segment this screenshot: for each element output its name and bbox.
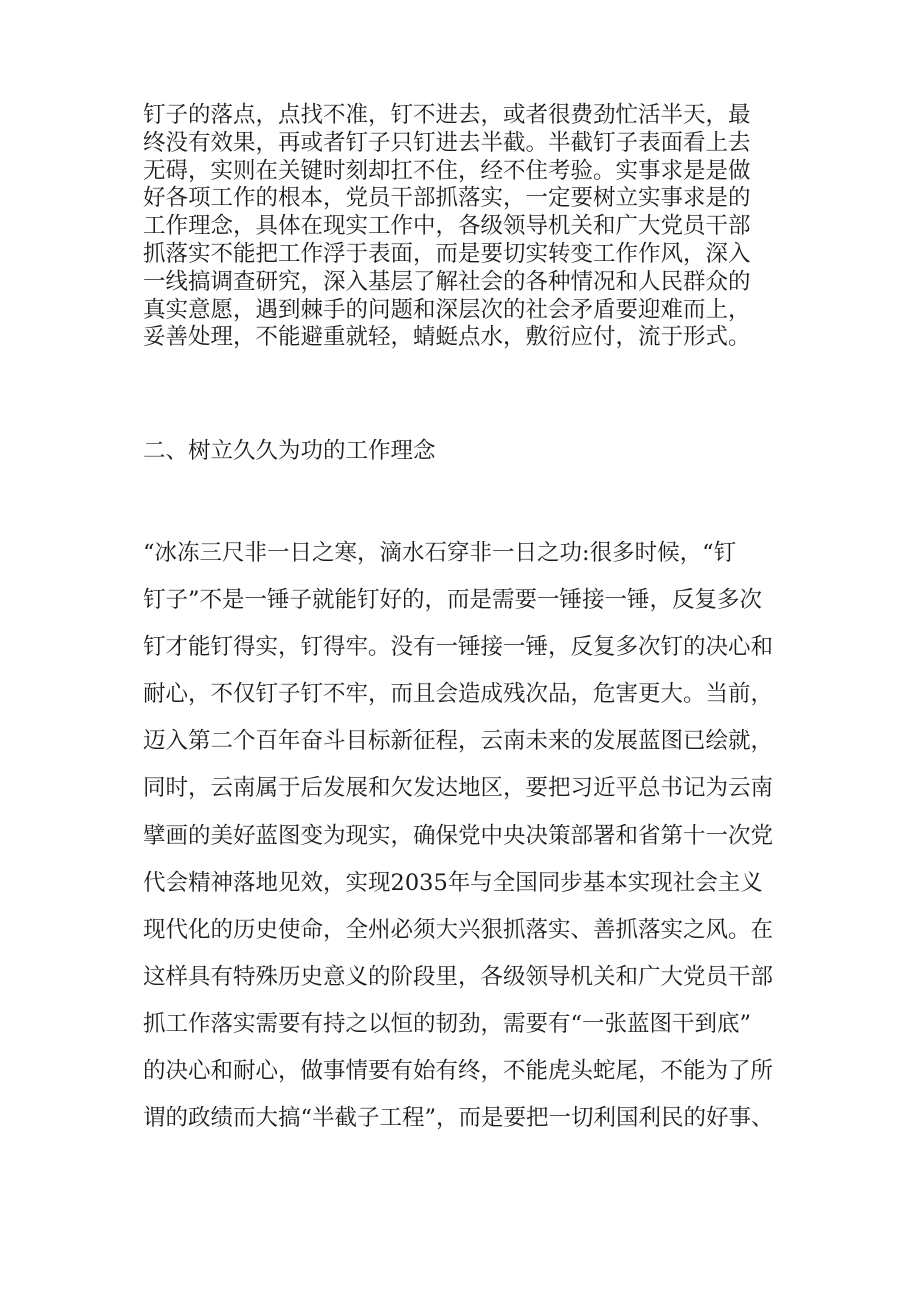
paragraph-1-line: 钉子的落点，点找不准，钉不进去，或者很费劲忙活半天，最 <box>143 102 751 128</box>
paragraph-1-line: 妥善处理，不能避重就轻，蜻蜓点水，敷衍应付，流于形式。 <box>143 324 751 351</box>
paragraph-1-line: 终没有效果，再或者钉子只钉进去半截。半截钉子表面看上去 <box>143 129 751 156</box>
paragraph-2-line: “冰冻三尺非一日之寒，滴水石穿非一日之功:很多时候，“钉 <box>143 540 737 566</box>
paragraph-2-line: 谓的政绩而大搞“半截子工程”，而是要把一切利国利民的好事、 <box>143 1105 774 1132</box>
paragraph-1-line: 抓落实不能把工作浮于表面，而是要切实转变工作作风，深入 <box>143 240 751 267</box>
paragraph-2-line: 擘画的美好蓝图变为现实，确保党中央决策部署和省第十一次党 <box>143 822 774 849</box>
paragraph-1-line: 无碍，实则在关键时刻却扛不住，经不住考验。实事求是是做 <box>143 157 751 184</box>
paragraph-1-line: 工作理念，具体在现实工作中，各级领导机关和广大党员干部 <box>143 213 751 240</box>
paragraph-2-line: 抓工作落实需要有持之以恒的韧劲，需要有“一张蓝图干到底” <box>143 1010 752 1037</box>
paragraph-1 <box>143 102 783 352</box>
paragraph-1-line: 真实意愿，遇到棘手的问题和深层次的社会矛盾要迎难而上， <box>143 296 751 323</box>
paragraph-2 <box>143 530 803 1142</box>
paragraph-2-line: 这样具有特殊历史意义的阶段里，各级领导机关和广大党员干部 <box>143 963 774 990</box>
paragraph-2-line: 代会精神落地见效，实现2035年与全国同步基本实现社会主义 <box>143 869 763 896</box>
paragraph-2-line: 耐心，不仅钉子钉不牢，而且会造成残次品，危害更大。当前， <box>143 681 774 708</box>
paragraph-2-line: 现代化的历史使命，全州必须大兴狠抓落实、善抓落实之风。在 <box>143 916 774 943</box>
paragraph-2-line: 同时，云南属于后发展和欠发达地区，要把习近平总书记为云南 <box>143 775 774 802</box>
section-heading: 二、树立久久为功的工作理念 <box>143 438 436 464</box>
paragraph-2-line: 的决心和耐心，做事情要有始有终，不能虎头蛇尾，不能为了所 <box>143 1058 774 1085</box>
paragraph-1-line: 一线搞调查研究，深入基层了解社会的各种情况和人民群众的 <box>143 268 751 295</box>
paragraph-1-line: 好各项工作的根本，党员干部抓落实，一定要树立实事求是的 <box>143 185 751 212</box>
paragraph-2-line: 迈入第二个百年奋斗目标新征程，云南未来的发展蓝图已绘就， <box>143 728 774 755</box>
paragraph-2-line: 钉子”不是一锤子就能钉好的，而是需要一锤接一锤，反复多次 <box>143 587 763 614</box>
paragraph-2-line: 钉才能钉得实，钉得牢。没有一锤接一锤，反复多次钉的决心和 <box>143 634 774 661</box>
